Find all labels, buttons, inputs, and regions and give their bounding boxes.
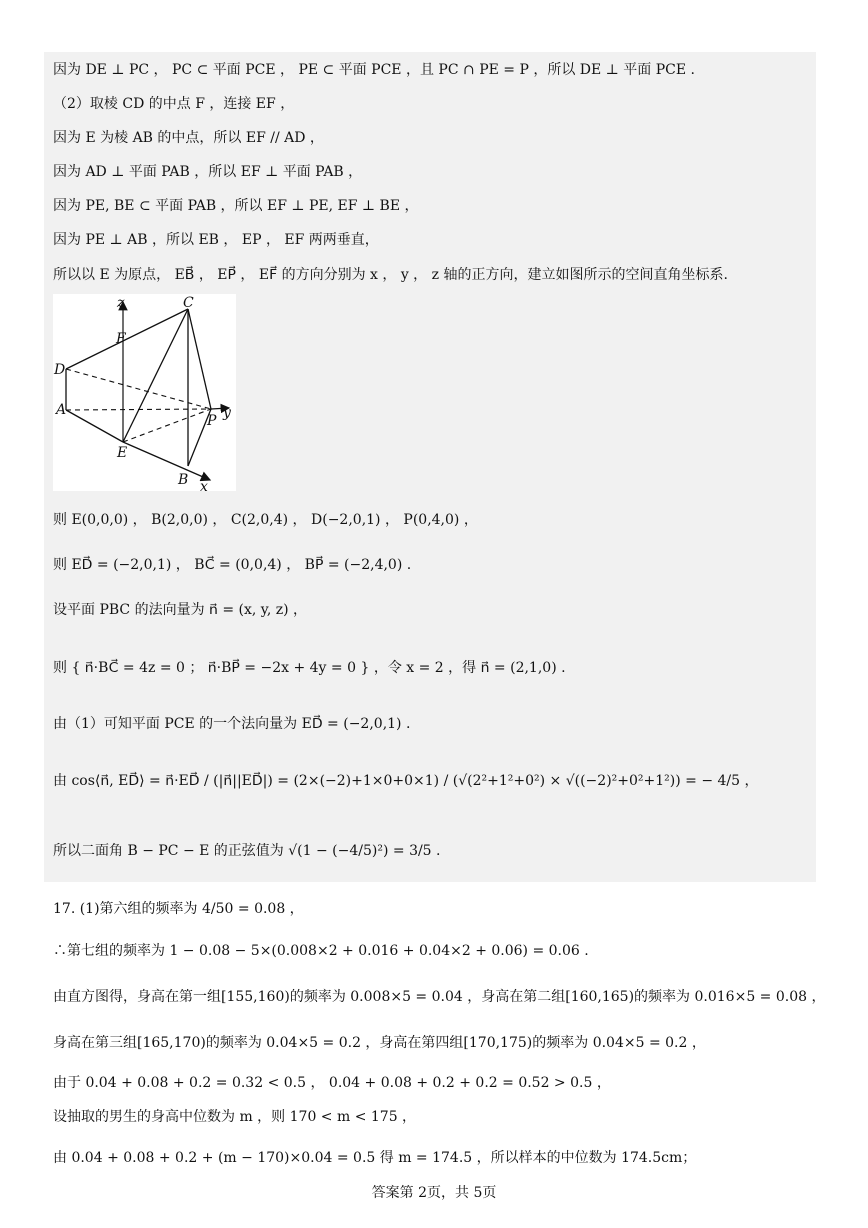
solution-line: 由 cos⟨n⃗, ED⃗⟩ = n⃗·ED⃗ / (|n⃗||ED⃗|) = (2×(−2)+1×0+0×1) / (√(2²+1²+0²) × √((−2)²+0²+1²)) = − 4/5 ， — [53, 773, 759, 789]
label-A: A — [56, 402, 67, 418]
solution-line: 所以二面角 B − PC − E 的正弦值为 √(1 − (−4/5)²) = 3/5 . — [53, 843, 441, 859]
label-z: z — [117, 295, 125, 311]
label-F: F — [116, 331, 126, 347]
solution-line: 因为 PE, BE ⊂ 平面 PAB ，所以 EF ⊥ PE, EF ⊥ BE ， — [53, 198, 419, 214]
label-D: D — [54, 362, 66, 378]
solution-line: 则 { n⃗·BC⃗ = 4z = 0 ； n⃗·BP⃗ = −2x + 4y = 0 } ，令 x = 2 ，得 n⃗ = (2,1,0) . — [53, 660, 566, 676]
solution-line: 由（1）可知平面 PCE 的一个法向量为 ED⃗ = (−2,0,1) . — [53, 716, 411, 732]
solution-line: 因为 DE ⊥ PC ， PC ⊂ 平面 PCE ， PE ⊂ 平面 PCE ，且 PC ∩ PE = P ，所以 DE ⊥ 平面 PCE . — [53, 62, 695, 78]
solution-line: 则 ED⃗ = (−2,0,1) ， BC⃗ = (0,0,4) ， BP⃗ = (−2,4,0) . — [53, 557, 412, 573]
x-axis — [123, 442, 210, 480]
solution-line: 设平面 PBC 的法向量为 n⃗ = (x, y, z) ， — [53, 602, 308, 618]
page-footer: 答案第 2页，共 5页 — [371, 1185, 497, 1201]
label-E: E — [117, 445, 128, 461]
label-C: C — [183, 295, 194, 311]
solution-line: ∴第七组的频率为 1 − 0.08 − 5×(0.008×2 + 0.016 + 0.04×2 + 0.06) = 0.06 . — [53, 943, 589, 959]
solution-line: 所以以 E 为原点， EB⃗ ， EP⃗ ， EF⃗ 的方向分别为 x ， y ， z 轴的正方向，建立如图所示的空间直角坐标系. — [53, 267, 728, 283]
solution-line: （2）取棱 CD 的中点 F ，连接 EF ， — [53, 96, 295, 112]
solution-line: 因为 AD ⊥ 平面 PAB ，所以 EF ⊥ 平面 PAB ， — [53, 164, 363, 180]
label-P: P — [207, 413, 217, 429]
solution-line: 身高在第三组[165,170)的频率为 0.04×5 = 0.2 ，身高在第四组[170,175)的频率为 0.04×5 = 0.2 ， — [53, 1035, 706, 1051]
label-y: y — [223, 405, 231, 421]
solution-line: 因为 E 为棱 AB 的中点，所以 EF // AD ， — [53, 130, 324, 146]
label-x: x — [200, 479, 208, 491]
solution-line: 由 0.04 + 0.08 + 0.2 + (m − 170)×0.04 = 0.5 得 m = 174.5 ，所以样本的中位数为 174.5cm； — [53, 1150, 697, 1166]
solution-line: 设抽取的男生的身高中位数为 m ，则 170 < m < 175 ， — [53, 1109, 417, 1125]
label-B: B — [178, 472, 189, 488]
coordinate-figure — [53, 294, 236, 491]
solution-line: 17. (1)第六组的频率为 4/50 = 0.08 ， — [53, 901, 304, 917]
solution-line: 因为 PE ⊥ AB ，所以 EB ， EP ， EF 两两垂直， — [53, 232, 379, 248]
solution-line: 则 E(0,0,0) ， B(2,0,0) ， C(2,0,4) ， D(−2,0,1) ， P(0,4,0) ， — [53, 512, 478, 528]
solution-line: 由于 0.04 + 0.08 + 0.2 = 0.32 < 0.5 ， 0.04 + 0.08 + 0.2 + 0.2 = 0.52 > 0.5 ， — [53, 1075, 611, 1091]
solution-line: 由直方图得，身高在第一组[155,160)的频率为 0.008×5 = 0.04 ，身高在第二组[160,165)的频率为 0.016×5 = 0.08 ， — [53, 989, 826, 1005]
